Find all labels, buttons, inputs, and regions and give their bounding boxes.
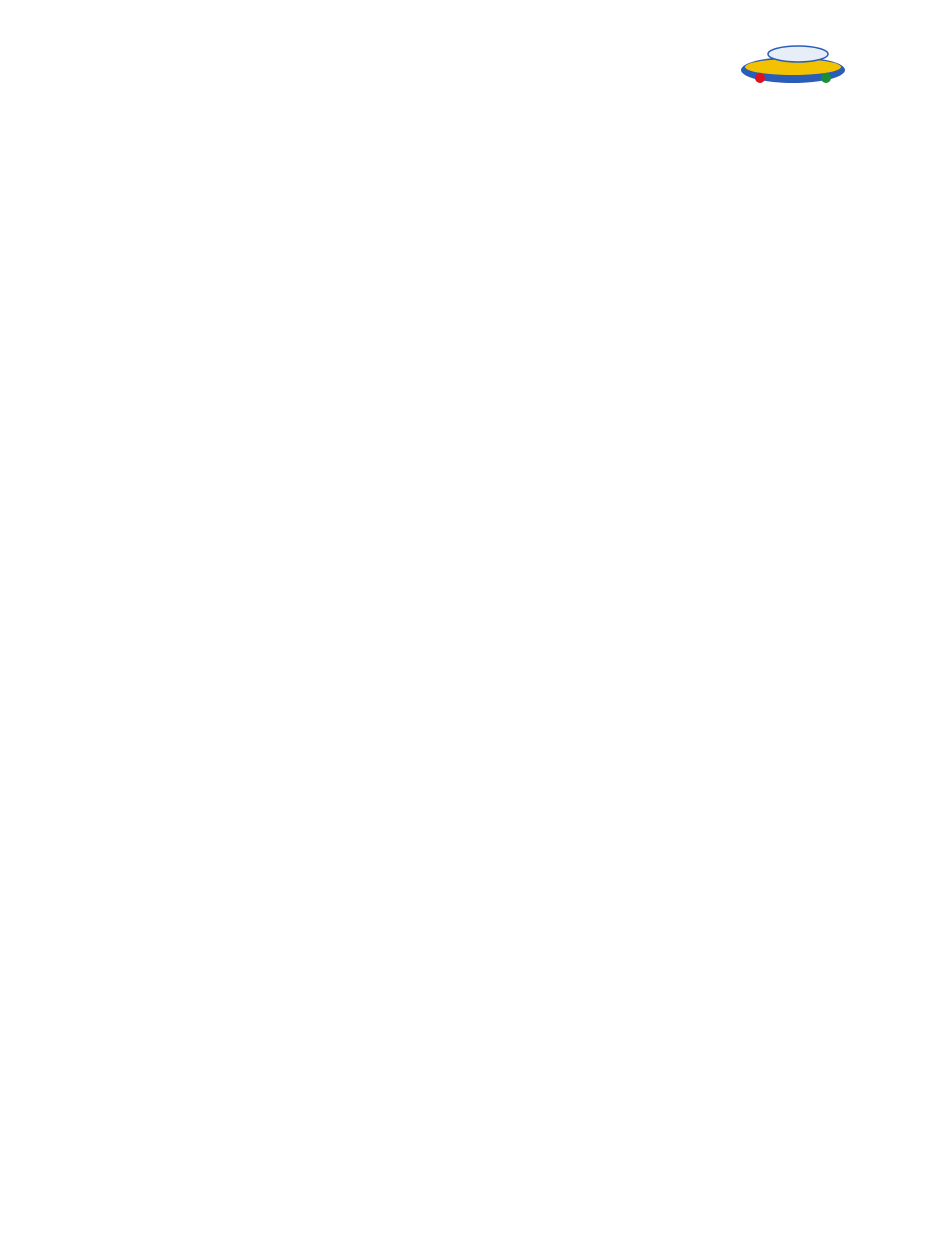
lottery-logo-icon <box>738 40 848 90</box>
headline <box>152 92 156 127</box>
